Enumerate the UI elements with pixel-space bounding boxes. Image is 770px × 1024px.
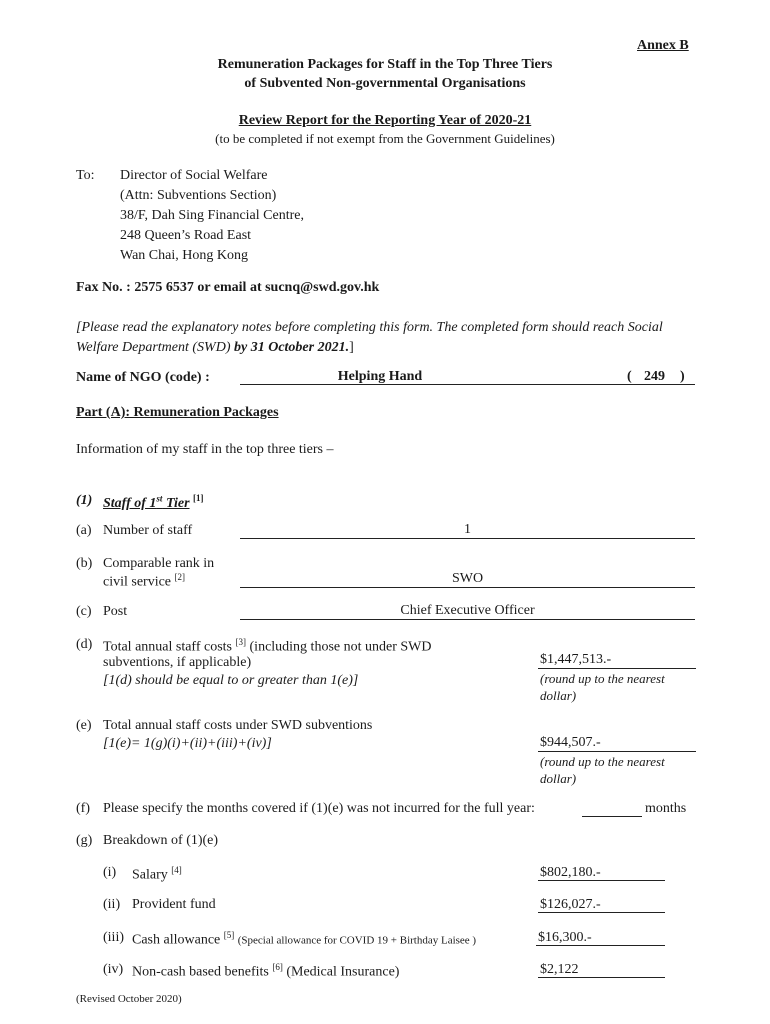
item-a-underline xyxy=(240,538,695,539)
note-text: [Please read the explanatory notes before completing this form. The completed form should reach Social Welfare Department (SWD) xyxy=(76,320,663,355)
to-label: To: xyxy=(76,168,95,183)
item-b-value: SWO xyxy=(451,571,484,586)
item-f-label: Please specify the months covered if (1)(e) was not incurred for the full year: xyxy=(103,801,535,816)
item-g-letter: (g) xyxy=(76,833,93,848)
tier-note: [1] xyxy=(193,493,204,503)
breakdown-row-3-num: (iii) xyxy=(103,930,124,945)
item-d-label-1-text: Total annual staff costs xyxy=(103,639,236,655)
item-d-label-1 xyxy=(103,637,432,656)
breakdown-row-1-text: Salary xyxy=(132,867,172,883)
to-line-4: 248 Queen’s Road East xyxy=(120,228,252,243)
breakdown-row-2-num: (ii) xyxy=(103,897,121,912)
breakdown-row-4-text: Non-cash based benefits xyxy=(132,964,273,980)
ngo-code-close: ) xyxy=(680,369,685,384)
review-title: Review Report for the Reporting Year of 2020-21 xyxy=(238,113,532,128)
tier-number: (1) xyxy=(76,493,93,508)
footer-revision: (Revised October 2020) xyxy=(76,993,182,1005)
breakdown-row-2-value: $126,027.- xyxy=(540,897,601,912)
item-e-letter: (e) xyxy=(76,718,92,733)
breakdown-row-1-label xyxy=(132,865,182,884)
breakdown-row-3-label xyxy=(132,930,476,949)
breakdown-row-4-underline xyxy=(538,977,665,978)
item-a-letter: (a) xyxy=(76,523,92,538)
item-d-label-1-end: (including those not under SWD xyxy=(246,639,432,655)
to-line-5: Wan Chai, Hong Kong xyxy=(120,248,248,263)
tier-heading-sup: st xyxy=(156,493,163,503)
ngo-name: Helping Hand xyxy=(337,369,423,384)
breakdown-row-3-value: $16,300.- xyxy=(538,930,592,945)
review-subtitle: (to be completed if not exempt from the Government Guidelines) xyxy=(215,131,555,146)
title-line-1: Remuneration Packages for Staff in the Top Three Tiers xyxy=(217,57,553,72)
item-a-value: 1 xyxy=(464,522,471,537)
to-line-3: 38/F, Dah Sing Financial Centre, xyxy=(120,208,304,223)
breakdown-row-2-underline xyxy=(538,912,665,913)
to-line-2: (Attn: Subventions Section) xyxy=(120,188,277,203)
item-b-letter: (b) xyxy=(76,556,93,571)
ngo-label: Name of NGO (code) : xyxy=(76,370,210,385)
breakdown-row-3-underline xyxy=(536,945,665,946)
item-e-round-1: (round up to the nearest xyxy=(540,754,665,769)
item-a-label: Number of staff xyxy=(103,523,193,538)
note-deadline: by 31 October 2021. xyxy=(234,340,350,355)
item-b-label-2-text: civil service xyxy=(103,574,172,590)
item-d-label-3: [1(d) should be equal to or greater than 1(e)] xyxy=(103,673,359,688)
tier-heading-text: Staff of 1 xyxy=(103,495,157,511)
fax-line: Fax No. : 2575 6537 or email at sucnq@swd.gov.hk xyxy=(76,280,380,295)
breakdown-row-1-value: $802,180.- xyxy=(540,865,601,880)
breakdown-row-2-label: Provident fund xyxy=(132,897,216,912)
item-f-letter: (f) xyxy=(76,801,90,816)
item-c-label: Post xyxy=(103,604,128,619)
instructions-note xyxy=(76,318,698,358)
item-f-blank xyxy=(582,816,642,817)
info-line: Information of my staff in the top three tiers – xyxy=(76,442,334,457)
item-g-label: Breakdown of (1)(e) xyxy=(103,833,219,848)
item-d-letter: (d) xyxy=(76,637,93,652)
item-e-label-2: [1(e)= 1(g)(i)+(ii)+(iii)+(iv)] xyxy=(103,736,272,751)
annex-label: Annex B xyxy=(637,38,689,53)
breakdown-row-3-text: Cash allowance xyxy=(132,932,224,948)
item-c-letter: (c) xyxy=(76,604,92,619)
to-line-1: Director of Social Welfare xyxy=(120,168,268,183)
item-d-round-2: dollar) xyxy=(540,688,577,703)
breakdown-row-4-note: [6] xyxy=(272,962,283,972)
item-e-underline xyxy=(538,751,696,752)
item-d-round-1: (round up to the nearest xyxy=(540,671,665,686)
tier-heading-end: Tier xyxy=(162,495,190,511)
item-d-value: $1,447,513.- xyxy=(540,652,612,667)
breakdown-row-4-value: $2,122 xyxy=(540,962,579,977)
ngo-code: 249 xyxy=(644,369,665,384)
item-b-underline xyxy=(240,587,695,588)
breakdown-row-4-extra: (Medical Insurance) xyxy=(286,964,400,980)
item-b-label-2 xyxy=(103,572,185,591)
part-a-heading: Part (A): Remuneration Packages xyxy=(76,405,279,420)
item-c-value: Chief Executive Officer xyxy=(400,603,535,618)
item-e-value: $944,507.- xyxy=(540,735,601,750)
item-e-label-1: Total annual staff costs under SWD subventions xyxy=(103,718,373,733)
breakdown-row-3-extra: (Special allowance for COVID 19 + Birthday Laisee ) xyxy=(237,934,477,947)
item-b-label-1: Comparable rank in xyxy=(103,556,215,571)
item-d-label-2: subventions, if applicable) xyxy=(103,655,252,670)
ngo-code-open: ( xyxy=(627,369,632,384)
item-d-note: [3] xyxy=(235,637,247,647)
item-d-underline xyxy=(538,668,696,669)
item-c-underline xyxy=(240,619,695,620)
tier-heading xyxy=(103,493,204,512)
item-e-round-2: dollar) xyxy=(540,771,577,786)
item-f-unit: months xyxy=(645,801,687,816)
breakdown-row-4-num: (iv) xyxy=(103,962,124,977)
breakdown-row-1-note: [4] xyxy=(171,865,182,875)
breakdown-row-3-note: [5] xyxy=(223,930,235,940)
note-end: ] xyxy=(349,340,354,355)
breakdown-row-1-underline xyxy=(538,880,665,881)
breakdown-row-4-label xyxy=(132,962,399,981)
title-line-2: of Subvented Non-governmental Organisations xyxy=(244,76,526,91)
item-b-note: [2] xyxy=(174,572,186,582)
breakdown-row-1-num: (i) xyxy=(103,865,117,880)
